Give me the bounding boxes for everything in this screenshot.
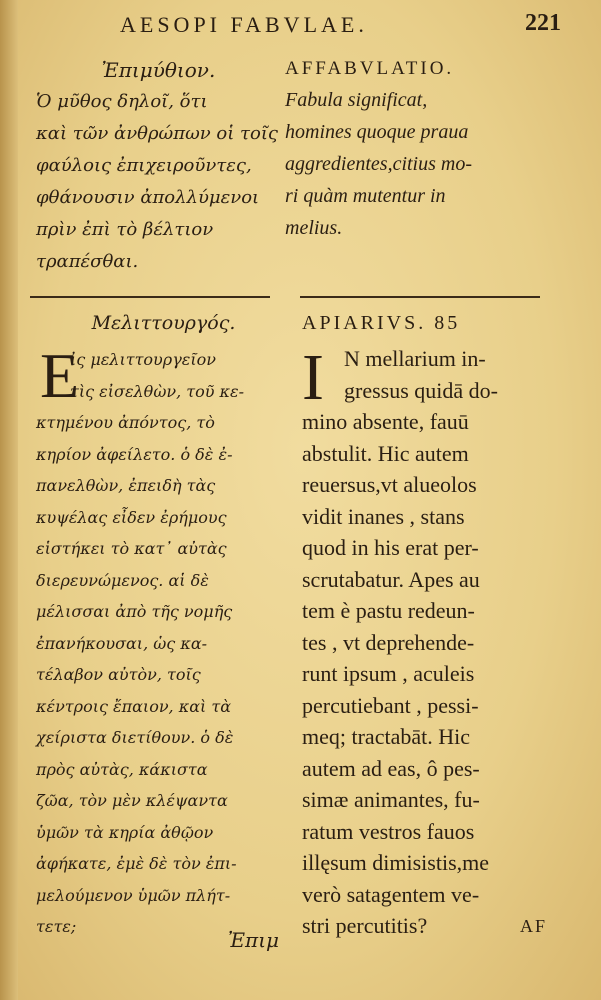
text-line: reuersus,vt alueolos: [302, 472, 477, 497]
text-line: τέλαβον αὐτὸν, τοῖς: [36, 665, 201, 684]
text-line: τετε;: [36, 917, 77, 936]
text-line: εἱστήκει τὸ κατ᾽ αὐτὰς: [36, 539, 227, 558]
greek-drop-cap: E: [40, 340, 80, 411]
text-line: tes , vt deprehende-: [302, 629, 475, 655]
moral-greek-column: [36, 58, 281, 278]
text-line: διερευνώμενος. αἱ δὲ: [36, 570, 209, 590]
text-line: ratum vestros fauos: [302, 818, 475, 844]
text-line: quod in his erat per-: [302, 535, 479, 560]
text-line: καὶ τῶν ἀνθρώπων οἱ τοῖς: [36, 123, 278, 144]
text-line: verò satagentem ve-: [302, 881, 480, 907]
binding-gutter: [0, 0, 18, 1000]
text-line: simæ animantes, fu-: [302, 787, 480, 812]
text-line: percutiebant , pessi-: [302, 692, 479, 718]
page-header: [40, 12, 571, 42]
moral-greek-text: [36, 86, 281, 278]
text-line: homines quoque praua: [285, 121, 469, 143]
catchword-latin: AF: [520, 916, 548, 936]
text-line: ἰς μελιττουργεῖον: [70, 350, 216, 369]
text-line: gressus quidā do-: [344, 377, 498, 403]
text-line: ἀφήκατε, ἐμὲ δὲ τὸν ἐπι-: [36, 854, 237, 873]
text-line: autem ad eas, ô pes-: [302, 755, 480, 781]
text-line: runt ipsum , aculeis: [302, 661, 475, 686]
moral-latin-text: [285, 84, 530, 244]
text-line: μέλισσαι ἀπὸ τῆς νομῆς: [36, 602, 233, 621]
page-number: 221: [525, 10, 561, 36]
moral-latin-heading: AFFABVLATIO.: [285, 58, 455, 79]
moral-greek-heading: Ἐπιμύθιον.: [101, 58, 216, 82]
text-line: πανελθὼν, ἐπειδὴ τὰς: [36, 476, 216, 495]
latin-drop-cap: I: [302, 341, 324, 414]
text-line: κυψέλας εἶδεν ἐρήμους: [36, 507, 227, 527]
text-line: τὶς εἰσελθὼν, τοῦ κε-: [70, 381, 245, 401]
text-line: Ὁ μῦθος δηλοῖ, ὅτι: [36, 91, 208, 112]
text-line: κτημένου ἀπόντος, τὸ: [36, 413, 215, 432]
fable-greek-text: [36, 340, 291, 943]
text-line: πρὶν ἐπὶ τὸ βέλτιον: [36, 219, 214, 240]
text-line: Fabula significat,: [285, 89, 428, 111]
text-line: tem è pastu redeun-: [302, 598, 475, 623]
text-line: τραπέσθαι.: [36, 251, 139, 272]
text-line: κηρίον ἀφείλετο. ὁ δὲ ἐ-: [36, 444, 233, 464]
running-head: AESOPI FABVLAE.: [120, 12, 368, 37]
text-line: φθάνουσιν ἀπολλύμενοι: [36, 187, 260, 208]
text-line: N mellarium in-: [344, 346, 486, 371]
text-line: χείριστα διετίθουν. ὁ δὲ: [36, 728, 234, 747]
catchword-greek: Ἐπιμ: [228, 928, 280, 952]
fable-latin-title: APIARIVS. 85: [302, 312, 461, 334]
text-line: melius.: [285, 217, 343, 239]
fable-greek-title: Μελιττουργός.: [91, 312, 236, 334]
fable-latin-column: [302, 312, 542, 942]
text-line: μελούμενον ὑμῶν πλήτ-: [36, 885, 231, 905]
text-line: ὑμῶν τὰ κηρία ἀθῷον: [36, 822, 214, 842]
text-line: ἐπανήκουσαι, ὡς κα-: [36, 633, 208, 653]
text-line: κέντροις ἔπαιον, καὶ τὰ: [36, 696, 232, 716]
text-line: vidit inanes , stans: [302, 503, 465, 529]
text-line: stri percutitis?: [302, 913, 428, 938]
section-rule-right: [300, 296, 540, 298]
text-line: scrutabatur. Apes au: [302, 566, 480, 592]
text-line: aggredientes,citius mo-: [285, 153, 473, 175]
section-rule-left: [30, 296, 270, 298]
text-line: illęsum dimisistis,me: [302, 850, 490, 875]
text-line: πρὸς αὐτὰς, κάκιστα: [36, 759, 208, 779]
text-line: meq; tractabāt. Hic: [302, 724, 470, 749]
fable-greek-column: [36, 312, 291, 943]
fable-latin-text: [302, 343, 542, 942]
text-line: abstulit. Hic autem: [302, 440, 469, 466]
text-line: ri quàm mutentur in: [285, 185, 446, 207]
moral-latin-column: [285, 58, 530, 244]
text-line: ζῶα, τὸν μὲν κλέψαντα: [36, 791, 228, 810]
text-line: φαύλοις ἐπιχειροῦντες,: [36, 155, 252, 176]
text-line: mino absente, fauū: [302, 409, 469, 434]
